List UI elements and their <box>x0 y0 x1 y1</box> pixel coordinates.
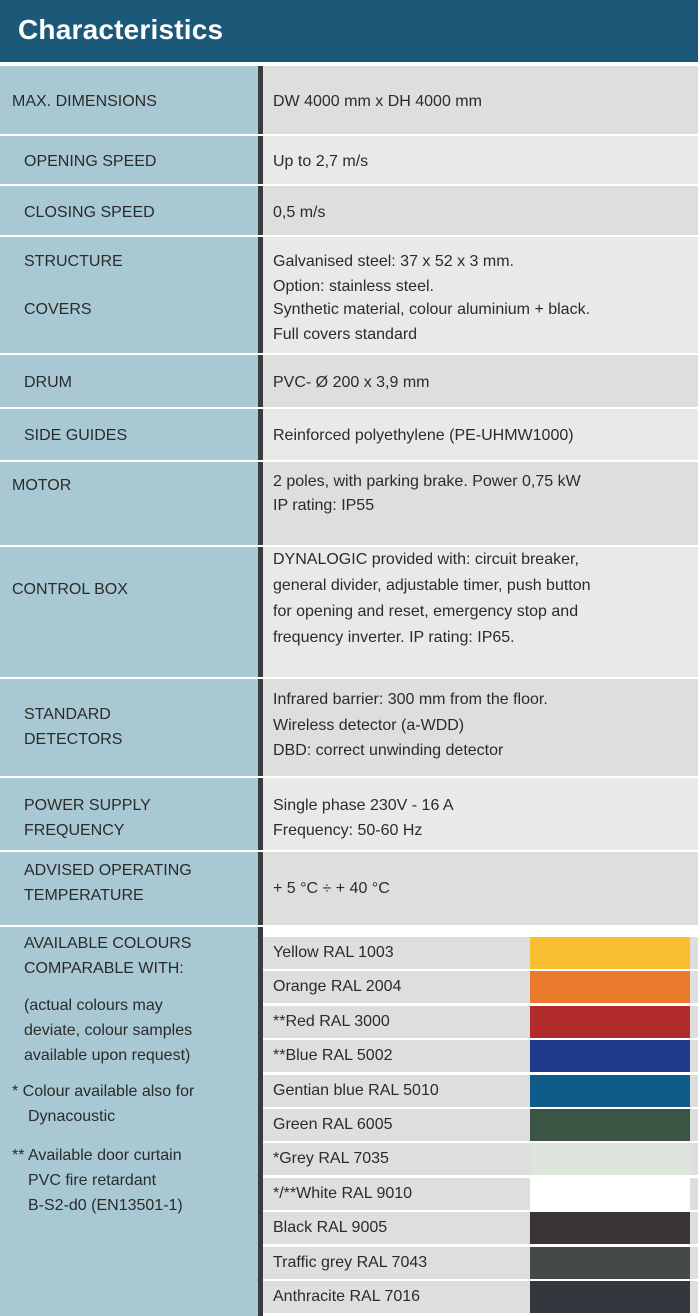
row-value: 0,5 m/s <box>273 204 326 221</box>
colour-swatch <box>530 1075 690 1107</box>
row-value: Up to 2,7 m/s <box>273 153 369 170</box>
row-value: Galvanised steel: 37 x 52 x 3 mm. <box>273 253 514 270</box>
colour-label: Yellow RAL 1003 <box>273 944 394 961</box>
row-value: DBD: correct unwinding detector <box>273 742 504 759</box>
colour-swatch <box>530 1178 690 1210</box>
header-bar <box>0 0 698 62</box>
row-value: PVC- Ø 200 x 3,9 mm <box>273 374 430 391</box>
colour-row-separator <box>263 1175 698 1177</box>
colour-label: Anthracite RAL 7016 <box>273 1288 421 1305</box>
colour-label: Orange RAL 2004 <box>273 978 402 995</box>
row-value: DW 4000 mm x DH 4000 mm <box>273 93 482 110</box>
row-value: Reinforced polyethylene (PE-UHMW1000) <box>273 427 574 444</box>
row-value: Single phase 230V - 16 A <box>273 797 454 814</box>
footnote-dynacoustic: Dynacoustic <box>28 1108 116 1125</box>
colour-label: Traffic grey RAL 7043 <box>273 1254 428 1271</box>
colour-swatch <box>530 937 690 969</box>
colour-swatch <box>530 971 690 1003</box>
colours-note: deviate, colour samples <box>24 1022 193 1039</box>
colour-label: Gentian blue RAL 5010 <box>273 1082 439 1099</box>
colour-row-separator <box>263 1003 698 1005</box>
row-value: frequency inverter. IP rating: IP65. <box>273 629 515 646</box>
page-title: Characteristics <box>18 14 224 45</box>
colour-swatch <box>530 1212 690 1244</box>
colour-swatch <box>530 1143 690 1175</box>
colour-row-separator <box>263 1313 698 1315</box>
row-label: ADVISED OPERATING <box>24 862 192 879</box>
row-label: DETECTORS <box>24 731 123 748</box>
row-label: DRUM <box>24 374 72 391</box>
colour-label: *Grey RAL 7035 <box>273 1150 389 1167</box>
colour-swatch <box>530 1281 690 1313</box>
colours-heading: AVAILABLE COLOURS <box>24 935 192 952</box>
row-label: CLOSING SPEED <box>24 204 155 221</box>
row-label: MOTOR <box>12 477 72 494</box>
colour-row-separator <box>263 1072 698 1074</box>
row-value: Infrared barrier: 300 mm from the floor. <box>273 691 548 708</box>
colours-heading: COMPARABLE WITH: <box>24 960 184 977</box>
colours-note: (actual colours may <box>24 997 163 1014</box>
row-value: Frequency: 50-60 Hz <box>273 822 423 839</box>
row-label-cell <box>0 462 258 545</box>
row-label: OPENING SPEED <box>24 153 157 170</box>
row-label: TEMPERATURE <box>24 887 144 904</box>
colour-swatch <box>530 1247 690 1279</box>
row-value: + 5 °C ÷ + 40 °C <box>273 880 390 897</box>
row-label: MAX. DIMENSIONS <box>12 93 157 110</box>
colour-label: Green RAL 6005 <box>273 1116 393 1133</box>
row-label: STRUCTURE <box>24 253 123 270</box>
row-value: DYNALOGIC provided with: circuit breaker, <box>273 551 579 568</box>
row-value: IP rating: IP55 <box>273 497 375 514</box>
colour-swatch <box>530 1040 690 1072</box>
row-label: CONTROL BOX <box>12 581 128 598</box>
row-label-cell <box>0 679 258 776</box>
colours-top-separator <box>263 927 698 937</box>
row-label: STANDARD <box>24 706 111 723</box>
row-value: Wireless detector (a-WDD) <box>273 717 465 734</box>
colour-swatch <box>530 1109 690 1141</box>
colours-note: available upon request) <box>24 1047 191 1064</box>
row-label: FREQUENCY <box>24 822 125 839</box>
footnote-fire-retardant: PVC fire retardant <box>28 1172 157 1189</box>
row-label: POWER SUPPLY <box>24 797 151 814</box>
row-label-cell <box>0 547 258 677</box>
colour-row-separator <box>263 1244 698 1246</box>
row-value: Synthetic material, colour aluminium + black. <box>273 301 591 318</box>
colour-label: */**White RAL 9010 <box>273 1185 413 1202</box>
row-label: SIDE GUIDES <box>24 427 128 444</box>
header-divider <box>0 62 698 64</box>
colour-label: **Red RAL 3000 <box>273 1013 390 1030</box>
footnote-dynacoustic: * Colour available also for <box>12 1083 195 1100</box>
colour-label: Black RAL 9005 <box>273 1219 388 1236</box>
row-value: Full covers standard <box>273 326 418 343</box>
footnote-fire-retardant: B-S2-d0 (EN13501-1) <box>28 1197 183 1214</box>
row-value: 2 poles, with parking brake. Power 0,75 kW <box>273 473 581 490</box>
row-value: general divider, adjustable timer, push button <box>273 577 591 594</box>
row-value: for opening and reset, emergency stop and <box>273 603 579 620</box>
row-value: Option: stainless steel. <box>273 278 434 295</box>
colour-label: **Blue RAL 5002 <box>273 1047 393 1064</box>
row-label: COVERS <box>24 301 92 318</box>
colour-swatch <box>530 1006 690 1038</box>
footnote-fire-retardant: ** Available door curtain <box>12 1147 182 1164</box>
